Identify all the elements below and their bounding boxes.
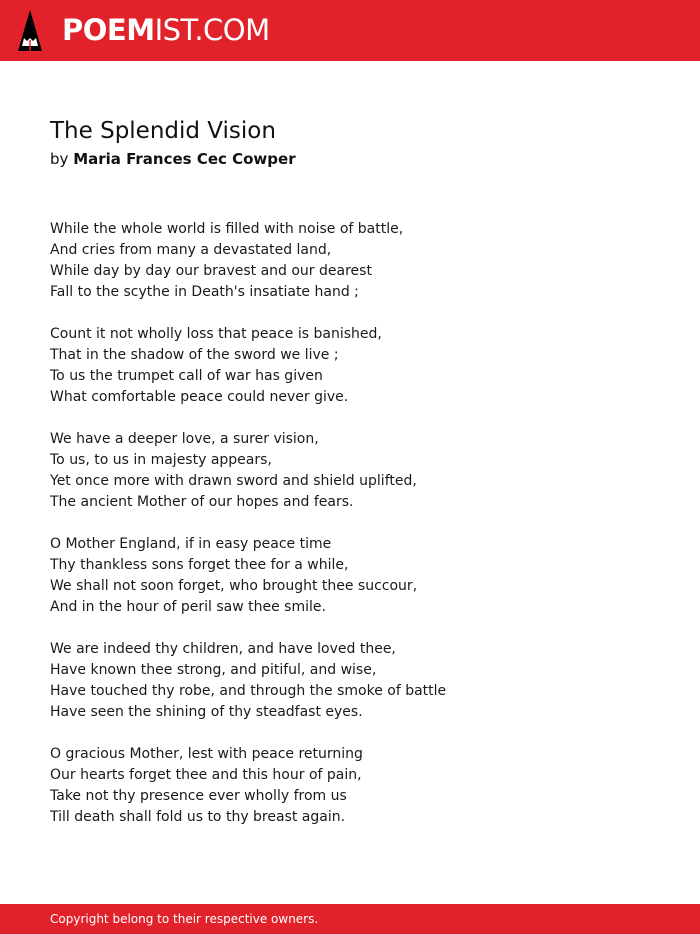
poem-line: Have seen the shining of thy steadfast eyes. bbox=[50, 704, 363, 720]
poem-line: Thy thankless sons forget thee for a while, bbox=[50, 557, 349, 573]
poem-line: We have a deeper love, a surer vision, bbox=[50, 431, 319, 447]
logo-bold-text: POEM bbox=[62, 13, 155, 47]
site-header bbox=[0, 0, 700, 61]
site-footer bbox=[0, 904, 700, 934]
poem-line: We shall not soon forget, who brought thee succour, bbox=[50, 578, 418, 594]
logo-light-text: IST.COM bbox=[154, 13, 270, 47]
poem-title: The Splendid Vision bbox=[50, 118, 276, 144]
poem-line: Have touched thy robe, and through the smoke of battle bbox=[50, 683, 447, 699]
poem-line: To us, to us in majesty appears, bbox=[50, 452, 272, 468]
site-logo[interactable] bbox=[62, 12, 270, 48]
poem-line: Take not thy presence ever wholly from us bbox=[50, 788, 347, 804]
stanza bbox=[50, 324, 670, 408]
poem-line: We are indeed thy children, and have loved thee, bbox=[50, 641, 396, 657]
poem-line: What comfortable peace could never give. bbox=[50, 389, 349, 405]
poem-line: Have known thee strong, and pitiful, and wise, bbox=[50, 662, 377, 678]
stanza bbox=[50, 219, 670, 303]
poem-line: Yet once more with drawn sword and shield uplifted, bbox=[50, 473, 417, 489]
copyright-text: Copyright belong to their respective owners. bbox=[50, 912, 319, 926]
poem-line: And cries from many a devastated land, bbox=[50, 242, 332, 258]
stanza bbox=[50, 639, 670, 723]
poem-line: Till death shall fold us to thy breast again. bbox=[50, 809, 346, 825]
poem-line: To us the trumpet call of war has given bbox=[50, 368, 323, 384]
poem-line: And in the hour of peril saw thee smile. bbox=[50, 599, 326, 615]
by-label: by bbox=[50, 150, 69, 168]
poem-line: Count it not wholly loss that peace is banished, bbox=[50, 326, 382, 342]
poem-line: While day by day our bravest and our dearest bbox=[50, 263, 372, 279]
byline bbox=[50, 149, 296, 169]
poem-line: The ancient Mother of our hopes and fears. bbox=[50, 494, 354, 510]
stanza bbox=[50, 744, 670, 828]
author-name: Maria Frances Cec Cowper bbox=[73, 150, 296, 168]
pen-nib-icon[interactable] bbox=[18, 10, 42, 51]
stanza bbox=[50, 429, 670, 513]
poem-line: Fall to the scythe in Death's insatiate hand ; bbox=[50, 284, 359, 300]
poem-line: That in the shadow of the sword we live ; bbox=[50, 347, 339, 363]
poem-line: Our hearts forget thee and this hour of pain, bbox=[50, 767, 362, 783]
poem-body bbox=[50, 219, 670, 849]
poem-line: O Mother England, if in easy peace time bbox=[50, 536, 332, 552]
stanza bbox=[50, 534, 670, 618]
poem-line: O gracious Mother, lest with peace returning bbox=[50, 746, 363, 762]
poem-line: While the whole world is filled with noise of battle, bbox=[50, 221, 404, 237]
